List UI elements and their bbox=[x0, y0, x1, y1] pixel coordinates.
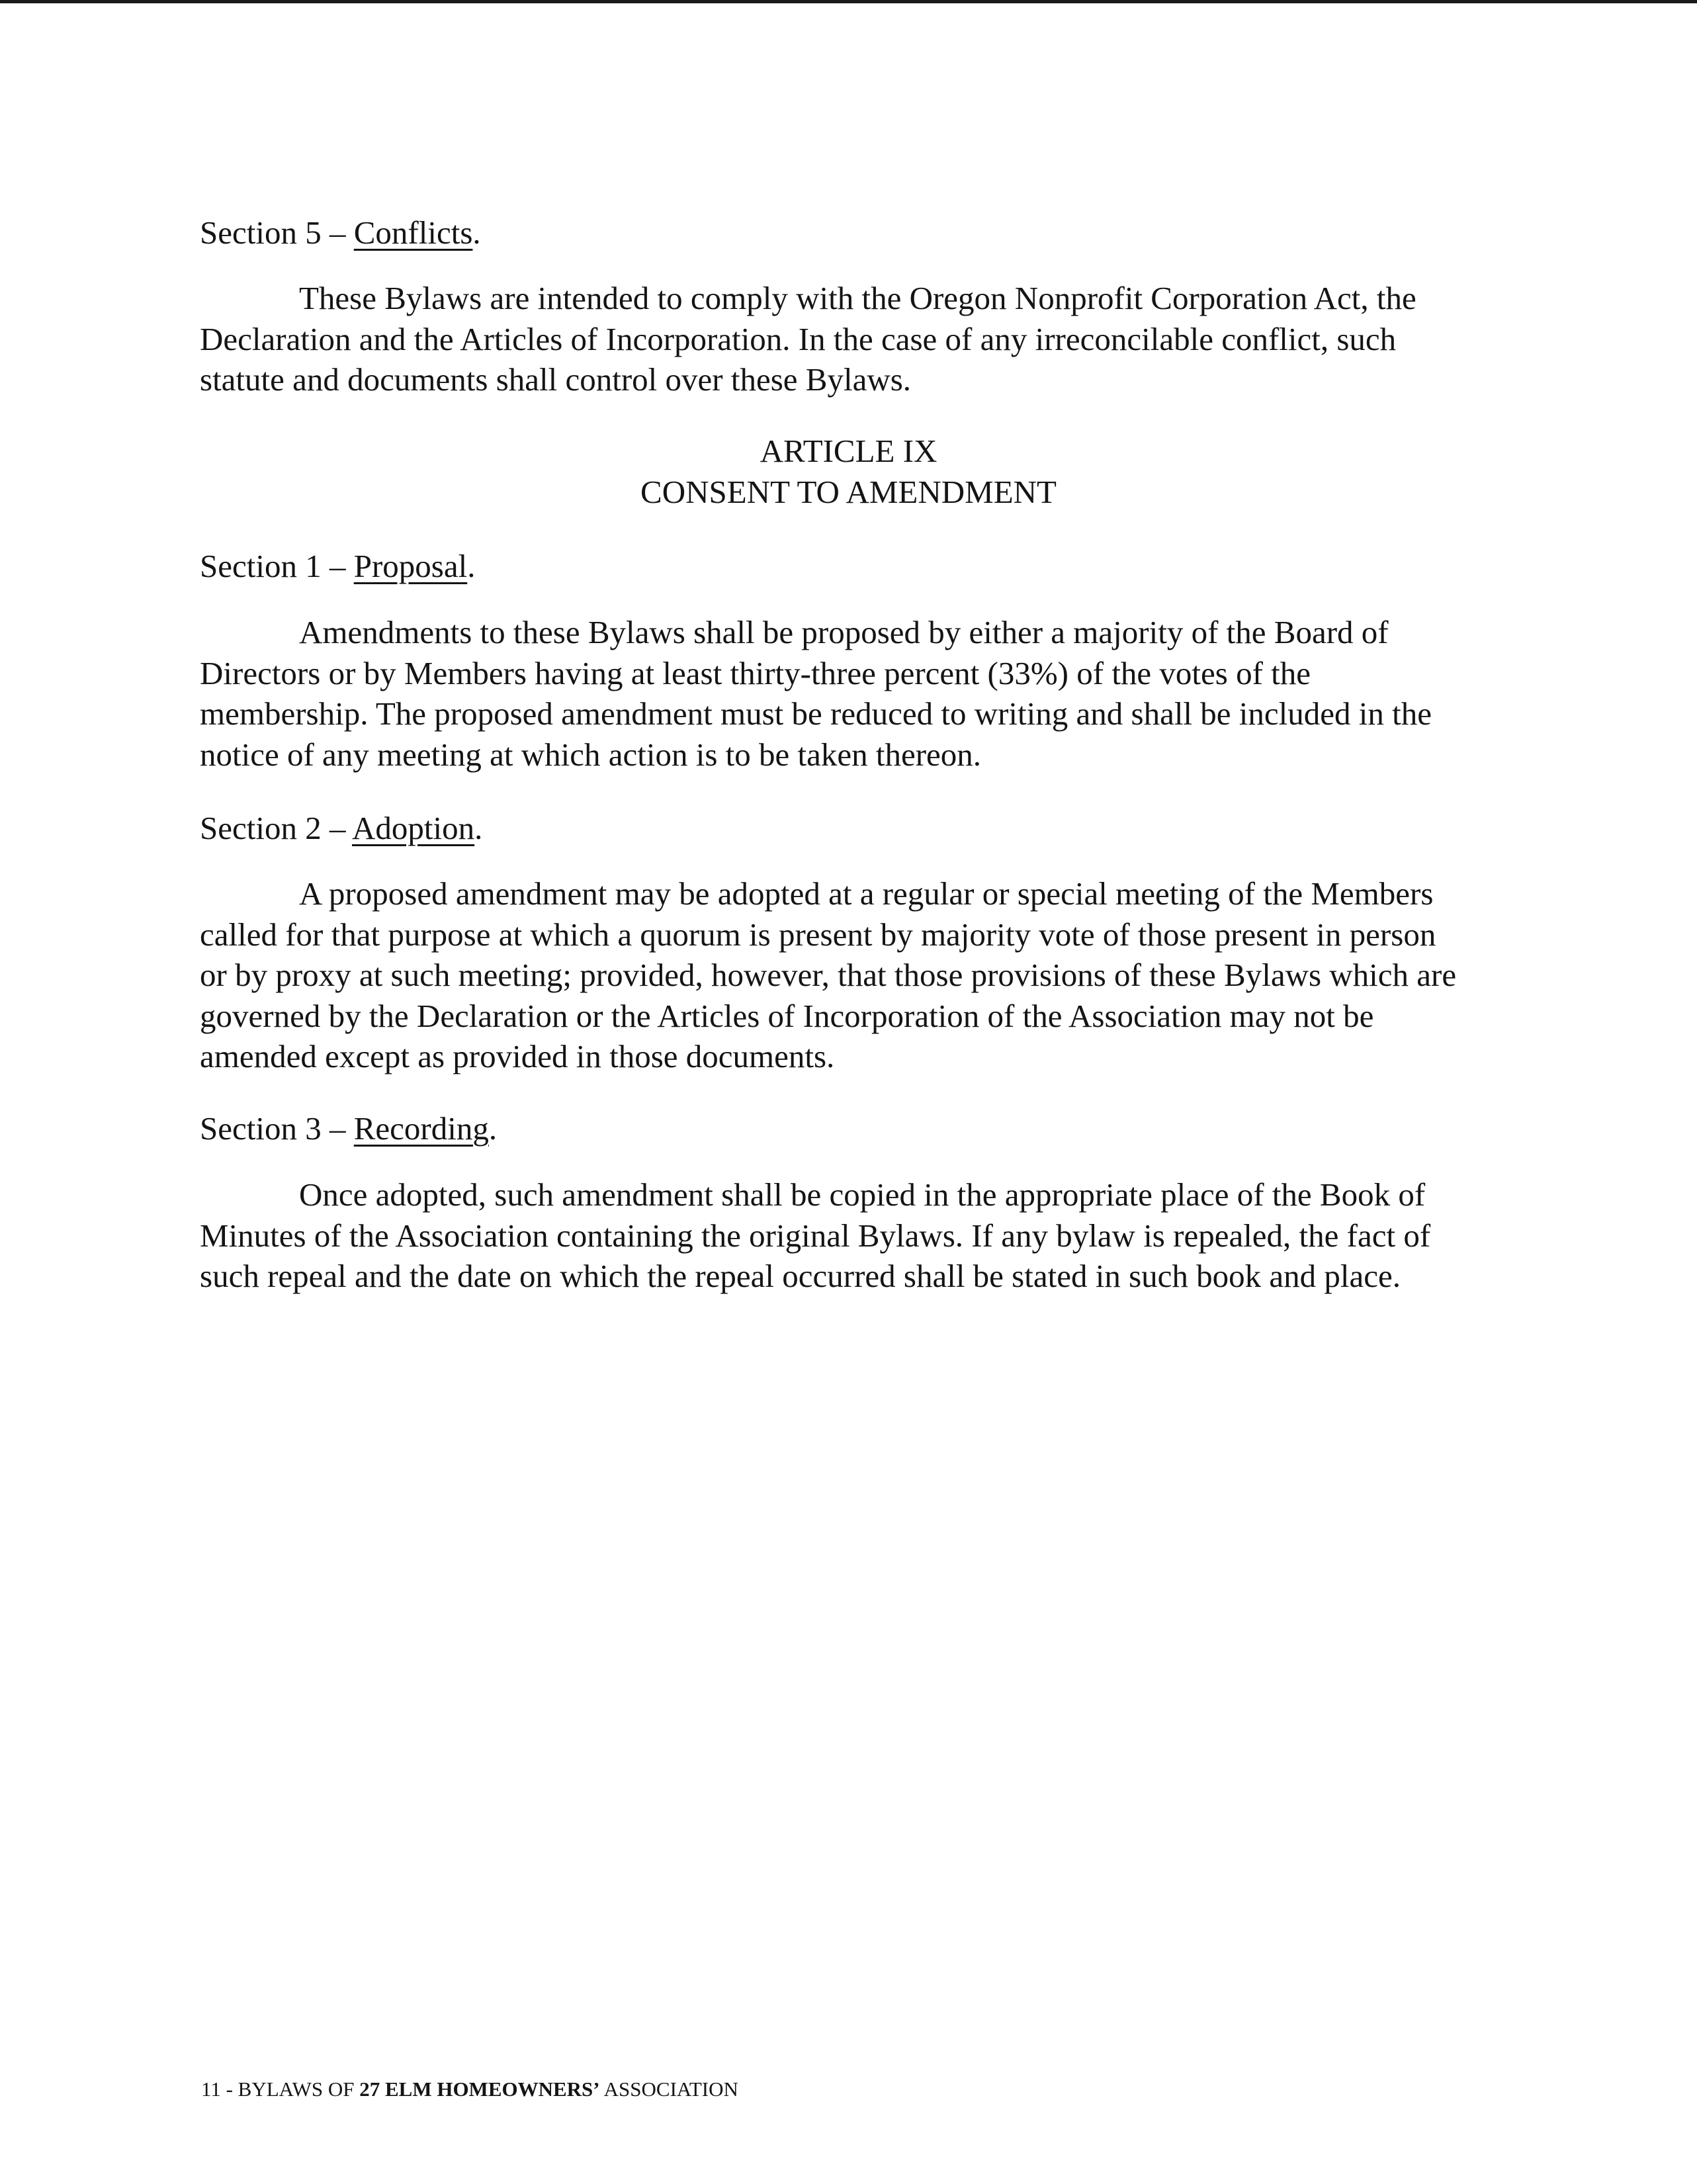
paragraph-line: or by proxy at such meeting; provided, however, that those provisions of these Bylaws which are bbox=[200, 957, 1457, 993]
section-1-number: Section 1 – bbox=[200, 548, 354, 584]
article-title: CONSENT TO AMENDMENT bbox=[640, 474, 1057, 510]
section-2-number: Section 2 – bbox=[200, 810, 353, 846]
section-5-period: . bbox=[472, 214, 481, 251]
page-footer bbox=[201, 2076, 738, 2103]
footer-association-name: 27 ELM HOMEOWNERS’ bbox=[359, 2077, 600, 2101]
section-5-title: Conflicts bbox=[353, 214, 473, 251]
section-3-heading bbox=[200, 1109, 497, 1149]
section-3-title: Recording bbox=[353, 1110, 489, 1147]
section-5-number: Section 5 – bbox=[200, 214, 354, 251]
paragraph-line: notice of any meeting at which action is to be taken thereon. bbox=[200, 736, 982, 773]
paragraph-line: amended except as provided in those documents. bbox=[200, 1038, 835, 1074]
article-heading bbox=[0, 431, 1697, 513]
paragraph-line: statute and documents shall control over these Bylaws. bbox=[200, 361, 912, 398]
section-1-heading bbox=[200, 546, 475, 586]
section-3-number: Section 3 – bbox=[200, 1110, 354, 1147]
paragraph-line: Amendments to these Bylaws shall be proposed by either a majority of the Board of bbox=[299, 614, 1389, 650]
paragraph-line: called for that purpose at which a quorum is present by majority vote of those present in person bbox=[200, 916, 1436, 953]
section-5-paragraph bbox=[200, 278, 1483, 400]
footer-page-label: 11 - BYLAWS OF bbox=[201, 2077, 360, 2101]
section-1-title: Proposal bbox=[353, 548, 468, 584]
section-2-paragraph bbox=[200, 873, 1483, 1077]
paragraph-line: Declaration and the Articles of Incorporation. In the case of any irreconcilable conflict, such bbox=[200, 320, 1397, 357]
section-1-paragraph bbox=[200, 612, 1483, 775]
paragraph-line: governed by the Declaration or the Articles of Incorporation of the Association may not be bbox=[200, 997, 1374, 1034]
section-3-period: . bbox=[488, 1110, 498, 1147]
section-2-period: . bbox=[474, 810, 483, 846]
section-2-heading bbox=[200, 808, 482, 848]
paragraph-line: membership. The proposed amendment must be reduced to writing and shall be included in the bbox=[200, 695, 1432, 732]
paragraph-line: Once adopted, such amendment shall be copied in the appropriate place of the Book of bbox=[299, 1176, 1426, 1213]
paragraph-line: such repeal and the date on which the repeal occurred shall be stated in such book and place. bbox=[200, 1258, 1401, 1294]
section-1-period: . bbox=[467, 548, 476, 584]
paragraph-line: Minutes of the Association containing the original Bylaws. If any bylaw is repealed, the fact of bbox=[200, 1217, 1431, 1254]
article-number: ARTICLE IX bbox=[760, 433, 937, 469]
paragraph-line: These Bylaws are intended to comply with the Oregon Nonprofit Corporation Act, the bbox=[299, 280, 1416, 316]
paragraph-line: Directors or by Members having at least thirty-three percent (33%) of the votes of the bbox=[200, 654, 1311, 691]
footer-association-suffix: ASSOCIATION bbox=[599, 2077, 738, 2101]
section-3-paragraph bbox=[200, 1174, 1483, 1297]
paragraph-line: A proposed amendment may be adopted at a regular or special meeting of the Members bbox=[299, 875, 1434, 912]
section-2-title: Adoption bbox=[352, 810, 475, 846]
section-5-heading bbox=[200, 213, 481, 253]
